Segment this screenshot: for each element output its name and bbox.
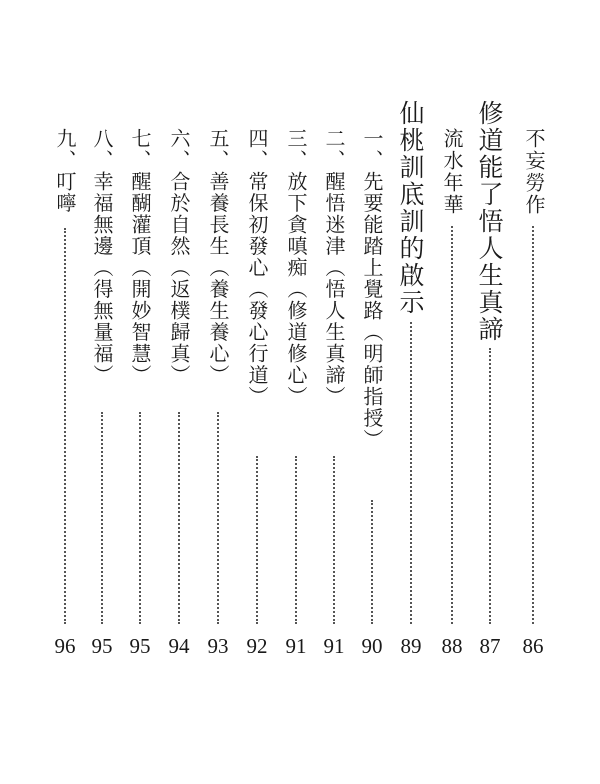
toc-entry[interactable] bbox=[471, 0, 509, 784]
toc-leader-dots bbox=[64, 228, 66, 624]
toc-entry[interactable] bbox=[121, 0, 159, 784]
toc-entry-page: 94 bbox=[168, 634, 190, 658]
toc-leader-dots bbox=[333, 456, 335, 624]
toc-entry-title: 四、常保初發心（發心行道） bbox=[245, 128, 269, 408]
toc-entry[interactable] bbox=[83, 0, 121, 784]
toc-entry-page: 89 bbox=[400, 634, 422, 658]
toc-entry-title: 五、善養長生（養生養心） bbox=[206, 128, 230, 386]
toc-entry-page: 92 bbox=[246, 634, 268, 658]
toc-entry-page: 95 bbox=[129, 634, 151, 658]
toc-entry[interactable] bbox=[238, 0, 276, 784]
toc-entry-page: 86 bbox=[522, 634, 544, 658]
toc-entry-title: 不妄勞作 bbox=[522, 128, 546, 216]
toc-leader-dots bbox=[217, 412, 219, 624]
toc-entry[interactable] bbox=[160, 0, 198, 784]
toc-entry-page: 87 bbox=[479, 634, 501, 658]
toc-entry-title: 六、合於自然（返樸歸真） bbox=[167, 128, 191, 386]
toc-entry-title: 九、叮嚀 bbox=[53, 128, 77, 214]
toc-entry-title: 七、醒醐灌頂（開妙智慧） bbox=[128, 128, 152, 386]
toc-entry[interactable] bbox=[433, 0, 471, 784]
toc-entry-title: 修道能了悟人生真諦 bbox=[475, 100, 504, 343]
toc-leader-dots bbox=[410, 322, 412, 624]
toc-entry[interactable] bbox=[514, 0, 552, 784]
toc-entry-title: 一、先要能踏上覺路（明師指授） bbox=[360, 128, 384, 451]
toc-leader-dots bbox=[295, 456, 297, 624]
toc-leader-dots bbox=[139, 412, 141, 624]
toc-leader-dots bbox=[489, 348, 491, 624]
toc-entry-title: 八、幸福無邊（得無量福） bbox=[90, 128, 114, 386]
toc-entry-page: 93 bbox=[207, 634, 229, 658]
toc-leader-dots bbox=[371, 500, 373, 624]
toc-entry[interactable] bbox=[277, 0, 315, 784]
toc-entry-page: 96 bbox=[54, 634, 76, 658]
toc-entry-page: 95 bbox=[91, 634, 113, 658]
toc-entry[interactable] bbox=[392, 0, 430, 784]
toc-leader-dots bbox=[451, 226, 453, 624]
toc-entry-title: 流水年華 bbox=[440, 128, 464, 216]
toc-entry[interactable] bbox=[315, 0, 353, 784]
toc-entry-title: 仙桃訓底訓的啟示 bbox=[396, 100, 425, 316]
toc-entry-page: 91 bbox=[285, 634, 307, 658]
toc-entry-page: 91 bbox=[323, 634, 345, 658]
toc-entry[interactable] bbox=[46, 0, 84, 784]
toc-leader-dots bbox=[532, 226, 534, 624]
toc-entry[interactable] bbox=[353, 0, 391, 784]
toc-entry-title: 三、放下貪嗔痴（修道修心） bbox=[284, 128, 308, 408]
toc-leader-dots bbox=[256, 456, 258, 624]
toc-entry-page: 88 bbox=[441, 634, 463, 658]
toc-entry-page: 90 bbox=[361, 634, 383, 658]
toc-entry-title: 二、醒悟迷津（悟人生真諦） bbox=[322, 128, 346, 408]
toc-entry[interactable] bbox=[199, 0, 237, 784]
toc-leader-dots bbox=[178, 412, 180, 624]
toc-leader-dots bbox=[101, 412, 103, 624]
